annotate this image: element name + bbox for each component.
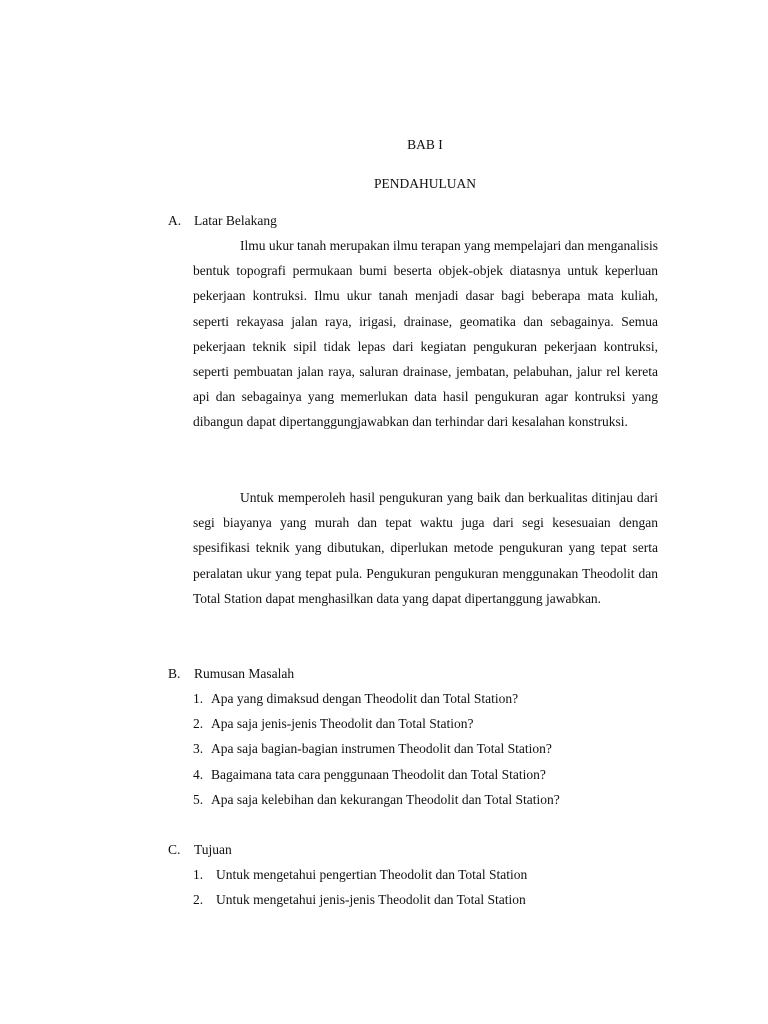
list-item-number: 2. xyxy=(193,892,204,908)
list-item-number: 1. xyxy=(193,867,204,882)
list-item xyxy=(193,887,527,912)
list-item xyxy=(193,686,560,711)
section-a-title: Latar Belakang xyxy=(194,213,277,228)
list-item xyxy=(193,862,527,887)
list-item xyxy=(193,736,560,761)
list-item-text: Apa saja jenis-jenis Theodolit dan Total Station? xyxy=(211,716,474,732)
list-item-number: 4. xyxy=(193,766,204,782)
section-c-letter: C. xyxy=(168,842,181,857)
list-item-text: Bagaimana tata cara penggunaan Theodolit dan Total Station? xyxy=(211,766,546,782)
list-item xyxy=(193,787,560,812)
list-item-number: 5. xyxy=(193,791,204,807)
list-item-text: Untuk mengetahui pengertian Theodolit dan Total Station xyxy=(216,867,528,882)
section-c-heading xyxy=(168,842,232,858)
section-a-letter: A. xyxy=(168,213,182,228)
objective-list xyxy=(193,862,527,912)
section-b-title: Rumusan Masalah xyxy=(194,666,295,681)
problem-list xyxy=(193,686,560,812)
list-item-text: Apa saja bagian-bagian instrumen Theodolit dan Total Station? xyxy=(211,741,552,757)
list-item-number: 3. xyxy=(193,741,204,757)
list-item xyxy=(193,762,560,787)
paragraph: Ilmu ukur tanah merupakan ilmu terapan yang mempelajari dan menganalisis bentuk topografi permukaan bumi beserta objek-objek diatasnya untuk keperluan pekerjaan kontruksi. Ilmu ukur tanah menjadi dasar bagi beberapa mata kuliah, seperti rekayasa jalan raya, irigasi, drainase, geomatika dan sebagainya. Semua pekerjaan teknik sipil tidak lepas dari kegiatan pengukuran pekerjaan kontruksi, seperti pembuatan jalan raya, saluran drainase, jembatan, pelabuhan, jalur rel kereta api dan sebagainya yang memerlukan data hasil pengukuran agar kontruksi yang dibangun dapat dipertanggungjawabkan dan terhindar dari kesalahan konstruksi. xyxy=(193,238,658,430)
list-item-text: Untuk mengetahui jenis-jenis Theodolit dan Total Station xyxy=(216,892,526,908)
list-item-text: Apa saja kelebihan dan kekurangan Theodolit dan Total Station? xyxy=(211,791,560,807)
chapter-label: BAB I xyxy=(407,137,443,152)
section-b-letter: B. xyxy=(168,666,181,681)
list-item-number: 1. xyxy=(193,691,204,706)
list-item xyxy=(193,711,560,736)
section-a-heading xyxy=(168,213,277,229)
section-b-heading xyxy=(168,666,294,682)
section-c-title: Tujuan xyxy=(194,842,232,857)
list-item-text: Apa yang dimaksud dengan Theodolit dan Total Station? xyxy=(211,691,519,706)
chapter-title: PENDAHULUAN xyxy=(374,176,476,191)
paragraph: Untuk memperoleh hasil pengukuran yang baik dan berkualitas ditinjau dari segi biayanya yang murah dan tepat waktu juga dari segi kesesuaian dengan spesifikasi teknik yang dibutukan, diperlukan metode pengukuran yang tepat serta peralatan ukur yang tepat pula. Pengukuran pengukuran menggunakan Theodolit dan Total Station dapat menghasilkan data yang dapat dipertanggung jawabkan. xyxy=(193,490,658,606)
list-item-number: 2. xyxy=(193,716,204,732)
